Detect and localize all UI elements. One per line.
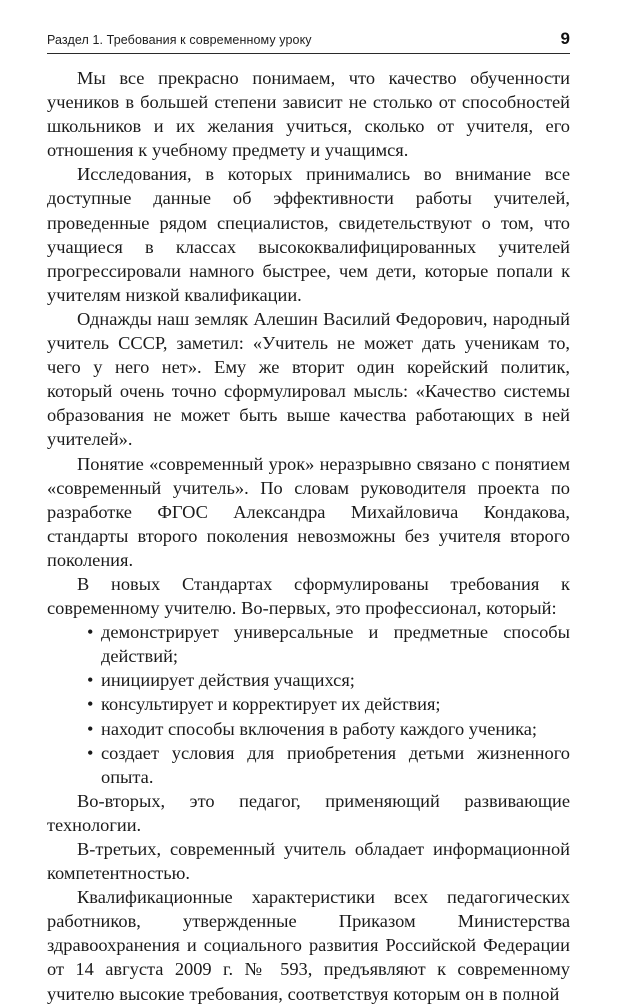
requirements-bullet-list — [47, 620, 570, 789]
bullet-marker-icon: • — [87, 622, 94, 643]
paragraph: В-третьих, современный учитель обладает информационной компетентностью. — [47, 839, 570, 884]
bullet-marker-icon: • — [87, 718, 94, 739]
list-item — [47, 741, 570, 789]
list-item-label: демонстрирует универсальные и предметные способы действий; — [101, 622, 570, 667]
list-item — [47, 668, 570, 692]
bullet-marker-icon: • — [87, 670, 94, 691]
bullet-marker-icon: • — [87, 694, 94, 715]
list-item-label: создает условия для приобретения детьми жизненного опыта. — [101, 742, 570, 787]
running-head — [47, 30, 570, 48]
paragraph: Мы все прекрасно понимаем, что качество обученности учеников в большей степени зависит не столько от способностей школьников и их желания учиться, сколько от учителя, его отношения к учебному предмету и учащимся. — [47, 68, 570, 161]
list-item — [47, 717, 570, 741]
paragraph: Однажды наш земляк Алешин Василий Федорович, народный учитель СССР, заметил: «Учитель не может дать ученикам то, чего у него нет». Ему же вторит один корейский политик, который очень точно сформулировал мысль: «Качество системы образования не может быть выше качества работающих в ней учителей». — [47, 308, 570, 450]
paragraph: В новых Стандартах сформулированы требования к современному учителю. Во-первых, это профессионал, который: — [47, 573, 570, 619]
paragraph: Во-вторых, это педагог, применяющий развивающие технологии. — [47, 790, 570, 835]
list-item — [47, 620, 570, 668]
list-item — [47, 692, 570, 716]
body-text-block — [47, 66, 570, 1006]
list-item-label: консультирует и корректирует их действия; — [101, 694, 441, 715]
page-number: 9 — [560, 29, 570, 48]
paragraph: Исследования, в которых принимались во внимание все доступные данные об эффективности работы учителей, проведенные рядом специалистов, свидетельствуют о том, что учащиеся в классах высококвалифицированных учителей прогрессировали намного быстрее, чем дети, которые попали к учителям низкой квалификации. — [47, 164, 570, 305]
header-rule — [47, 53, 570, 54]
list-item-label: находит способы включения в работу каждого ученика; — [101, 718, 538, 739]
bullet-marker-icon: • — [87, 742, 94, 763]
list-item-label: инициирует действия учащихся; — [101, 670, 355, 691]
paragraph: Квалификационные характеристики всех педагогических работников, утвержденные Приказом Министерства здравоохранения и социального развития Российской Федерации от 14 августа 2009 г. № 593, предъявляют к современному учителю высокие требования, соответствуя которым он в полной — [47, 887, 570, 1004]
running-head-section-title: Раздел 1. Требования к современному уроку — [47, 33, 312, 47]
paragraph: Понятие «современный урок» неразрывно связано с понятием «современный учитель». По словам руководителя проекта по разработке ФГОС Александра Михайловича Кондакова, стандарты второго поколения невозможны без учителя второго поколения. — [47, 453, 570, 570]
